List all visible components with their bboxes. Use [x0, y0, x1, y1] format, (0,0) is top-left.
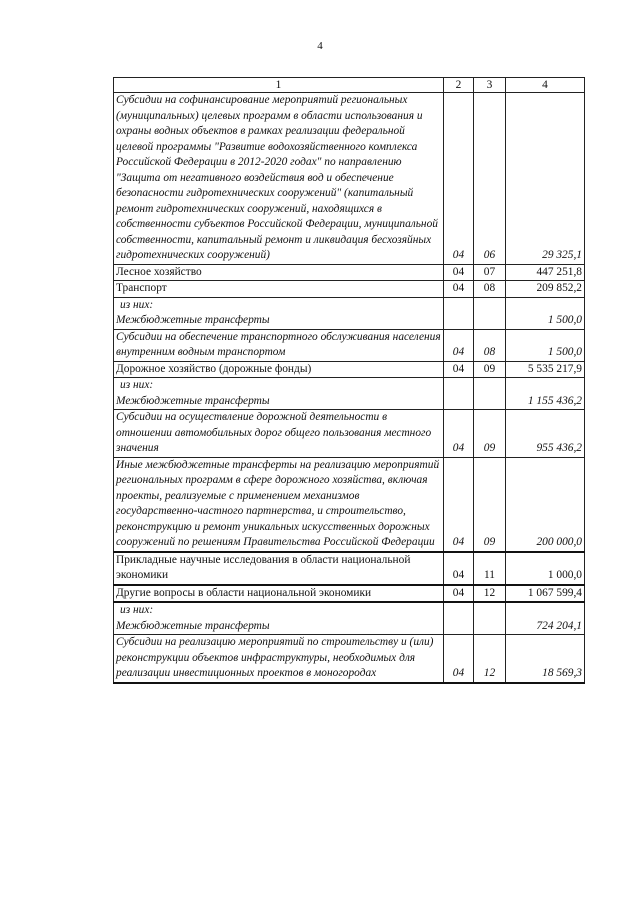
row-subsection-code: 09	[474, 361, 506, 378]
row-amount: 209 852,2	[506, 281, 585, 298]
row-subsection-code	[474, 378, 506, 410]
table-row	[114, 602, 585, 635]
row-note: из них:	[120, 379, 154, 391]
table-row	[114, 281, 585, 298]
row-section-code	[444, 297, 474, 329]
row-amount: 29 325,1	[506, 93, 585, 265]
row-subsection-code: 08	[474, 329, 506, 361]
row-amount: 18 569,3	[506, 635, 585, 683]
row-description-text: Межбюджетные трансферты	[116, 394, 270, 407]
table-row	[114, 635, 585, 683]
row-description: Прикладные научные исследования в области национальной экономики	[114, 552, 444, 585]
row-description	[114, 378, 444, 410]
row-section-code: 04	[444, 457, 474, 552]
row-amount: 200 000,0	[506, 457, 585, 552]
row-description: Лесное хозяйство	[114, 264, 444, 281]
table-row	[114, 329, 585, 361]
table-header-row	[114, 78, 585, 93]
row-section-code: 04	[444, 329, 474, 361]
row-section-code: 04	[444, 552, 474, 585]
row-amount: 724 204,1	[506, 602, 585, 635]
row-amount: 1 500,0	[506, 297, 585, 329]
row-description: Дорожное хозяйство (дорожные фонды)	[114, 361, 444, 378]
row-amount: 5 535 217,9	[506, 361, 585, 378]
page-number: 4	[317, 40, 323, 52]
table-row	[114, 93, 585, 265]
row-description: Иные межбюджетные трансферты на реализацию мероприятий региональных программ в сфере дорожного хозяйства, включая проекты, реализуемые с применением механизмов государственно-частного партнерства, и строительство, реконструкцию и ремонт уникальных искусственных дорожных сооружений по решениям Правительства Российской Федерации	[114, 457, 444, 552]
row-subsection-code: 12	[474, 635, 506, 683]
row-section-code: 04	[444, 281, 474, 298]
row-description: Субсидии на реализацию мероприятий по строительству и (или) реконструкции объектов инфраструктуры, необходимых для реализации инвестиционных проектов в моногородах	[114, 635, 444, 683]
header-col-1: 1	[114, 78, 444, 93]
row-section-code	[444, 378, 474, 410]
table-row	[114, 585, 585, 603]
table-row	[114, 361, 585, 378]
row-section-code: 04	[444, 635, 474, 683]
row-amount: 447 251,8	[506, 264, 585, 281]
header-col-4: 4	[506, 78, 585, 93]
table-row	[114, 378, 585, 410]
table-row	[114, 457, 585, 552]
row-description: Субсидии на софинансирование мероприятий региональных (муниципальных) целевых программ в области использования и охраны водных объектов в рамках реализации федеральной целевой программы "Развитие водохозяйственного комплекса Российской Федерации в 2012-2020 годах" по направлению "Защита от негативного воздействия вод и обеспечение безопасности гидротехнических сооружений" (капитальный ремонт гидротехнических сооружений, находящихся в собственности субъектов Российской Федерации, муниципальной собственности, капитальный ремонт и ликвидация бесхозяйных гидротехнических сооружений)	[114, 93, 444, 265]
row-subsection-code	[474, 297, 506, 329]
row-amount: 1 155 436,2	[506, 378, 585, 410]
row-section-code: 04	[444, 264, 474, 281]
row-description: Транспорт	[114, 281, 444, 298]
row-description: Субсидии на обеспечение транспортного обслуживания населения внутренним водным транспортом	[114, 329, 444, 361]
header-col-2: 2	[444, 78, 474, 93]
row-description	[114, 602, 444, 635]
row-amount: 1 000,0	[506, 552, 585, 585]
row-amount: 955 436,2	[506, 410, 585, 458]
row-description	[114, 297, 444, 329]
row-section-code	[444, 602, 474, 635]
row-subsection-code: 09	[474, 457, 506, 552]
row-subsection-code: 11	[474, 552, 506, 585]
row-subsection-code: 07	[474, 264, 506, 281]
table-row	[114, 552, 585, 585]
row-subsection-code: 08	[474, 281, 506, 298]
budget-table	[113, 77, 585, 684]
table-row	[114, 410, 585, 458]
row-section-code: 04	[444, 410, 474, 458]
row-description: Другие вопросы в области национальной экономики	[114, 585, 444, 603]
row-subsection-code: 06	[474, 93, 506, 265]
row-section-code: 04	[444, 585, 474, 603]
table-row	[114, 297, 585, 329]
row-subsection-code: 09	[474, 410, 506, 458]
row-subsection-code	[474, 602, 506, 635]
row-note: из них:	[120, 604, 154, 616]
row-description-text: Межбюджетные трансферты	[116, 619, 270, 632]
row-amount: 1 067 599,4	[506, 585, 585, 603]
row-note: из них:	[120, 298, 154, 311]
table-row	[114, 264, 585, 281]
row-section-code: 04	[444, 93, 474, 265]
row-subsection-code: 12	[474, 585, 506, 603]
row-description: Субсидии на осуществление дорожной деятельности в отношении автомобильных дорог общего пользования местного значения	[114, 410, 444, 458]
row-description-text: Межбюджетные трансферты	[116, 314, 270, 326]
row-amount: 1 500,0	[506, 329, 585, 361]
row-section-code: 04	[444, 361, 474, 378]
header-col-3: 3	[474, 78, 506, 93]
